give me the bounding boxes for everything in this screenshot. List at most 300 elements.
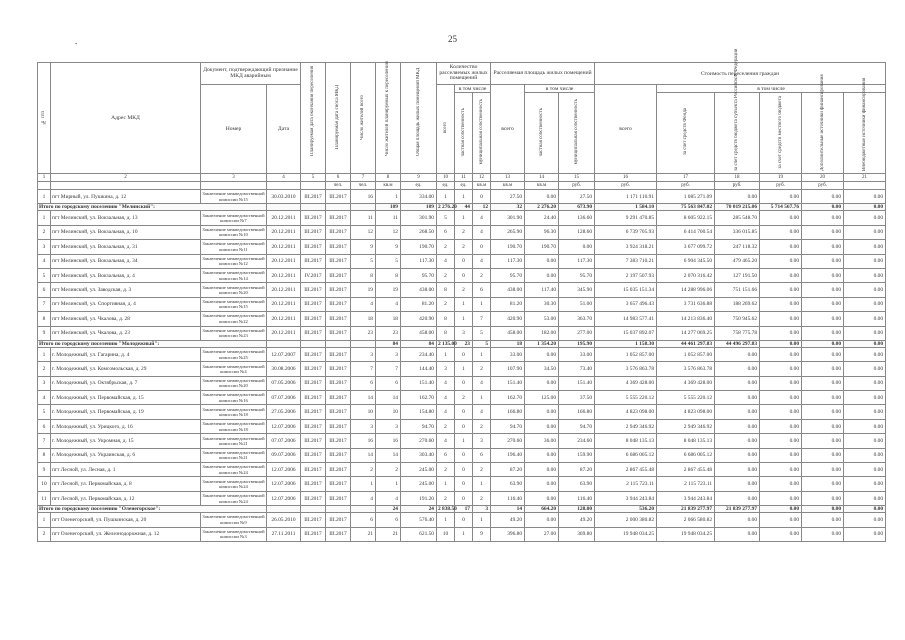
table-cell: 8 605 922.15 [657, 211, 715, 225]
address-cell: г. Молодежный, ул. Октябрьская, д. 7 [51, 376, 201, 390]
table-cell: 0.00 [760, 477, 802, 491]
address-cell: пгт Мелинский, ул. Вокзальная, д. 10 [51, 225, 201, 239]
table-cell: 0.00 [760, 448, 802, 462]
table-cell: 1 [376, 190, 401, 204]
header-rooms-all: всего [437, 85, 455, 174]
table-cell: 166.80 [559, 405, 595, 419]
table-cell: 9 [473, 527, 491, 541]
table-cell: 12.07.2006 [267, 477, 301, 491]
table-cell: 190.70 [491, 240, 525, 254]
table-cell: 1 [437, 513, 455, 527]
table-cell: III.2017 [326, 405, 351, 419]
table-cell: 27.11.2011 [267, 527, 301, 541]
table-cell: 6 [473, 448, 491, 462]
table-cell: 4 [473, 405, 491, 419]
table-cell: 0.00 [844, 434, 886, 448]
table-row [38, 448, 886, 462]
table-cell: 0.00 [715, 463, 760, 477]
table-cell: Заключение межведомственной комиссии №3 [201, 527, 267, 541]
table-cell: III.2017 [301, 240, 326, 254]
table-cell: III.2017 [326, 254, 351, 268]
row-number-cell: 5 [38, 405, 51, 419]
subtotal-cell: 664.20 [525, 506, 559, 513]
table-cell: 2 867 455.48 [657, 463, 715, 477]
table-cell: 4 369 428.00 [657, 376, 715, 390]
table-cell: 0.00 [760, 347, 802, 361]
table-cell: 2 000 380.82 [595, 513, 657, 527]
table-cell: Заключение межведомственной комиссии №23 [201, 326, 267, 340]
table-cell: 0.00 [525, 405, 559, 419]
table-cell: 5 [473, 326, 491, 340]
table-cell: 2 [455, 240, 473, 254]
table-cell: 621.50 [401, 527, 437, 541]
table-cell: 1 [376, 477, 401, 491]
table-cell: 20.12.2011 [267, 297, 301, 311]
table-cell: 49.20 [491, 513, 525, 527]
table-cell: 0.00 [525, 477, 559, 491]
table-cell: 6 904 345.50 [657, 254, 715, 268]
address-cell: пгт Мелинский, ул. Вокзальная, д. 4 [51, 268, 201, 282]
table-cell: 18 [351, 312, 376, 326]
table-cell: 303.40 [401, 448, 437, 462]
table-cell: 2 867 455.48 [595, 463, 657, 477]
table-cell: III.2017 [326, 527, 351, 541]
table-cell: III.2017 [301, 225, 326, 239]
table-cell: 4 [376, 297, 401, 311]
table-cell: 19 [376, 283, 401, 297]
header-area-municipal: муниципальная собственность [559, 93, 595, 174]
table-cell: Заключение межведомственной комиссии №12 [201, 254, 267, 268]
table-cell: Заключение межведомственной комиссии №15 [201, 297, 267, 311]
table-cell: 1 [351, 477, 376, 491]
table-cell: 5 555 220.12 [595, 391, 657, 405]
header-area-private: частная собственность [525, 93, 559, 174]
table-cell: 0.00 [844, 391, 886, 405]
column-index-cell: 2 [51, 174, 201, 182]
table-cell: 136.60 [559, 211, 595, 225]
table-cell: 30.30 [525, 297, 559, 311]
table-cell: 0.00 [760, 312, 802, 326]
table-cell: 0.00 [525, 268, 559, 282]
table-cell: III.2017 [326, 362, 351, 376]
table-cell: III.2017 [301, 513, 326, 527]
table-cell: 438.00 [491, 283, 525, 297]
table-cell: 0.00 [802, 434, 844, 448]
subtotal-cell [326, 340, 351, 347]
table-cell: 4 [437, 434, 455, 448]
table-cell: 191.20 [401, 491, 437, 505]
subtotal-cell: 2 276.20 [525, 204, 559, 211]
column-index-cell: 4 [267, 174, 301, 182]
subtotal-label: Итого по городскому поселению "Мелинский": [38, 204, 267, 211]
header-cost-region: за счет средств бюджета субъекта Российской Федерации [715, 93, 760, 174]
table-cell: 2 [376, 463, 401, 477]
address-cell: пгт Оленегорский, ул. Железнодорожная, д. 12 [51, 527, 201, 541]
table-cell: 0.00 [715, 190, 760, 204]
table-cell: 0.00 [844, 190, 886, 204]
table-cell: Заключение межведомственной комиссии №20 [201, 376, 267, 390]
table-cell: 1 [437, 477, 455, 491]
row-number-cell: 6 [38, 283, 51, 297]
table-cell: III.2017 [326, 477, 351, 491]
table-cell: 2 070 316.42 [657, 268, 715, 282]
table-cell: III.2017 [326, 347, 351, 361]
table-cell: 30.03.2010 [267, 190, 301, 204]
table-row [38, 190, 886, 204]
address-cell: г. Молодежный, ул. Первомайская, д. 19 [51, 405, 201, 419]
table-cell: 12 [351, 225, 376, 239]
subtotal-cell: 2 135.00 [438, 340, 457, 347]
table-cell: 159.90 [559, 448, 595, 462]
table-cell: 0.00 [802, 405, 844, 419]
table-cell: Заключение межведомственной комиссии №25 [201, 347, 267, 361]
header-cost-other: Внебюджетные источники финансирования [844, 93, 886, 174]
table-cell: 20.12.2011 [267, 283, 301, 297]
table-cell: 188 269.62 [715, 297, 760, 311]
unit-cell: руб. [595, 182, 657, 190]
table-cell: 7 [351, 362, 376, 376]
table-cell: 2 [473, 268, 491, 282]
table-cell: 117.30 [559, 254, 595, 268]
table-cell: 36.00 [525, 434, 559, 448]
row-number-cell: 7 [38, 434, 51, 448]
table-cell: 51.00 [559, 297, 595, 311]
table-row [38, 283, 886, 297]
table-cell: 9 [351, 240, 376, 254]
table-cell: 268.50 [401, 225, 437, 239]
page-number: 25 [448, 34, 457, 44]
table-cell: 27.50 [559, 190, 595, 204]
table-cell: 6 686 005.12 [595, 448, 657, 462]
table-cell: 0.00 [760, 254, 802, 268]
subtotal-cell: 128.00 [559, 506, 595, 513]
header-cost-fund: за счет средств Фонда [657, 93, 715, 174]
table-cell: 4 823 098.00 [595, 405, 657, 419]
subtotal-cell [301, 506, 326, 513]
table-cell: 5 [437, 211, 455, 225]
table-cell: Заключение межведомственной комиссии №22 [201, 312, 267, 326]
unit-cell [267, 182, 301, 190]
header-cost-in-that: в том числе [657, 85, 886, 93]
table-cell: 1 [473, 297, 491, 311]
table-cell: III.2017 [301, 391, 326, 405]
table-cell: 0.00 [760, 527, 802, 541]
table-cell: 0.00 [715, 513, 760, 527]
table-cell: 15 035 151.34 [595, 283, 657, 297]
table-cell: 3 [351, 419, 376, 433]
row-number-cell: 2 [38, 362, 51, 376]
table-cell: 2 [437, 463, 455, 477]
table-cell: 0.00 [844, 326, 886, 340]
table-row [38, 326, 886, 340]
subtotal-cell: 5 [473, 340, 491, 347]
table-cell: III.2017 [301, 190, 326, 204]
table-cell: 0.00 [760, 391, 802, 405]
table-cell: 128.60 [559, 225, 595, 239]
table-cell: 125.00 [525, 391, 559, 405]
table-cell: 19 948 034.25 [657, 527, 715, 541]
table-cell: 116.40 [559, 491, 595, 505]
subtotal-cell: 44 [455, 204, 473, 211]
table-row [38, 405, 886, 419]
table-cell: 151.40 [491, 376, 525, 390]
table-cell: 6 [376, 513, 401, 527]
unit-row [38, 182, 886, 190]
subtotal-cell: 24 [401, 506, 437, 513]
table-cell: 14 288 996.06 [657, 283, 715, 297]
header-address: Адрес МКД [51, 63, 201, 174]
table-cell: 1 [473, 347, 491, 361]
table-cell: 1 [455, 312, 473, 326]
table-cell: 2 066 580.82 [657, 513, 715, 527]
subtotal-cell: 44 461 297.83 [657, 340, 715, 347]
subtotal-row [38, 204, 886, 211]
table-cell: Заключение межведомственной комиссии №21 [201, 434, 267, 448]
table-cell: 363.70 [559, 312, 595, 326]
row-number-cell: 2 [38, 225, 51, 239]
table-cell: 0.00 [802, 419, 844, 433]
table-cell: III.2017 [301, 362, 326, 376]
table-cell: 0.00 [802, 477, 844, 491]
subtotal-cell: 70 019 215.06 [715, 204, 760, 211]
subtotal-cell: 75 563 847.02 [657, 204, 715, 211]
table-cell: 2 [437, 268, 455, 282]
table-cell: Заключение межведомственной комиссии №4 [201, 362, 267, 376]
subtotal-cell: 2 276.20 [438, 204, 457, 211]
table-cell: 277.00 [559, 326, 595, 340]
header-plan-finish: Планируемая дата окончания переселения [301, 63, 326, 174]
table-cell: 2 949 346.92 [595, 419, 657, 433]
table-cell: 245.00 [401, 463, 437, 477]
subtotal-cell [351, 204, 376, 211]
table-cell: 1 [473, 391, 491, 405]
header-plan-demolish: Планируемая дата сноса МКД [326, 63, 351, 174]
table-row [38, 391, 886, 405]
table-cell: III.2017 [301, 527, 326, 541]
table-cell: 2 115 723.11 [595, 477, 657, 491]
row-number-cell: 1 [38, 513, 51, 527]
table-cell: 154.80 [401, 405, 437, 419]
table-cell: 0 [455, 376, 473, 390]
table-cell: 0.00 [844, 268, 886, 282]
table-cell: 4 [437, 254, 455, 268]
table-cell: Заключение межведомственной комиссии №24 [201, 477, 267, 491]
row-number-cell: 1 [38, 211, 51, 225]
table-cell: 21 [351, 527, 376, 541]
table-cell: 0.00 [715, 362, 760, 376]
table-cell: 10 [437, 527, 455, 541]
table-cell: III.2017 [326, 463, 351, 477]
table-cell: 0.00 [844, 376, 886, 390]
table-cell: 285 548.70 [715, 211, 760, 225]
table-cell: III.2017 [301, 211, 326, 225]
table-cell: 63.90 [559, 477, 595, 491]
table-cell: 0.00 [844, 283, 886, 297]
unit-cell: ед. [455, 182, 473, 190]
address-cell: г. Молодежный, ул. Урицкого, д. 16 [51, 419, 201, 433]
address-cell: пгт Мелинский, ул. Чкалова, д. 28 [51, 312, 201, 326]
table-cell: 0.00 [715, 391, 760, 405]
table-cell: 0.00 [844, 225, 886, 239]
table-cell: 0.00 [844, 405, 886, 419]
column-index-cell: 11 [455, 174, 473, 182]
table-cell: 0.00 [525, 347, 559, 361]
table-cell: III.2017 [301, 283, 326, 297]
table-cell: 0.00 [760, 463, 802, 477]
table-cell: 336 015.85 [715, 225, 760, 239]
column-index-cell: 9 [401, 174, 437, 182]
table-cell: 0.00 [802, 326, 844, 340]
table-cell: 53.00 [525, 312, 559, 326]
subtotal-cell: 17 [455, 506, 473, 513]
table-cell: 27.00 [525, 527, 559, 541]
table-cell: 14 [376, 448, 401, 462]
unit-cell: кв.м [491, 182, 525, 190]
table-cell: 4 [437, 376, 455, 390]
table-cell: 8 048 135.13 [595, 434, 657, 448]
table-cell: 21 [376, 527, 401, 541]
table-cell: 8 [376, 268, 401, 282]
table-cell: 369.80 [559, 527, 595, 541]
table-cell: 0.00 [844, 513, 886, 527]
table-cell: 4 [473, 376, 491, 390]
table-cell: 196.40 [491, 448, 525, 462]
table-cell: 4 [376, 491, 401, 505]
table-cell: 4 369 428.00 [595, 376, 657, 390]
table-cell: 3 576 863.78 [657, 362, 715, 376]
column-index-cell: 6 [326, 174, 351, 182]
table-cell: III.2017 [326, 513, 351, 527]
header-area-group: Расселяемая площадь жилых помещений [491, 63, 595, 85]
table-cell: 1 052 857.00 [657, 347, 715, 361]
table-cell: 20.12.2011 [267, 225, 301, 239]
table-cell: 2 [473, 491, 491, 505]
table-cell: III.2017 [301, 448, 326, 462]
table-cell: 94.70 [401, 419, 437, 433]
table-row [38, 268, 886, 282]
column-index-cell: 10 [437, 174, 455, 182]
table-cell: 3 [473, 434, 491, 448]
table-cell: 87.20 [491, 463, 525, 477]
column-index-cell: 14 [525, 174, 559, 182]
table-cell: III.2017 [326, 240, 351, 254]
table-cell: 3 [376, 419, 401, 433]
table-cell: 8 [351, 268, 376, 282]
table-cell: III.2017 [326, 434, 351, 448]
table-row [38, 527, 886, 541]
table-cell: 0 [473, 190, 491, 204]
table-cell: 0.00 [715, 491, 760, 505]
table-cell: 4 [437, 405, 455, 419]
table-cell: 0.00 [802, 376, 844, 390]
table-cell: 94.70 [559, 419, 595, 433]
subtotal-cell: 21 839 277.97 [715, 506, 760, 513]
row-number-cell: 4 [38, 391, 51, 405]
table-cell: 0.00 [844, 491, 886, 505]
row-number-cell: 7 [38, 297, 51, 311]
table-cell: 265.90 [491, 225, 525, 239]
table-cell: 24.40 [525, 211, 559, 225]
table-cell: 270.60 [491, 434, 525, 448]
unit-cell: руб. [657, 182, 715, 190]
table-cell: 0 [455, 268, 473, 282]
table-cell: 0 [455, 491, 473, 505]
table-cell: III.2017 [326, 448, 351, 462]
table-cell: 12.07.2006 [267, 491, 301, 505]
table-cell: 0.00 [802, 491, 844, 505]
table-cell: III.2017 [301, 491, 326, 505]
table-cell: 0.00 [844, 448, 886, 462]
address-cell: пгт Мелинский, ул. Спортивная, д. 4 [51, 297, 201, 311]
row-number-cell: 8 [38, 448, 51, 462]
table-cell: 0.00 [844, 527, 886, 541]
table-cell: 7 [473, 312, 491, 326]
table-cell: 0.00 [802, 347, 844, 361]
table-cell: 0.00 [760, 405, 802, 419]
row-number-cell: 2 [38, 527, 51, 541]
table-cell: 3 [437, 362, 455, 376]
subtotal-cell [301, 204, 326, 211]
table-cell: 0.00 [802, 190, 844, 204]
table-cell: 0.00 [760, 268, 802, 282]
table-cell: Заключение межведомственной комиссии №10 [201, 225, 267, 239]
table-cell: 0.00 [844, 254, 886, 268]
table-cell: 14 [376, 391, 401, 405]
table-cell: 334.00 [401, 190, 437, 204]
address-cell: пгт Мелинский, ул. Заводская, д. 3 [51, 283, 201, 297]
table-cell: 0.00 [802, 211, 844, 225]
unit-cell: руб. [802, 182, 844, 190]
table-cell: Заключение межведомственной комиссии №16 [201, 391, 267, 405]
table-cell: 2 [473, 362, 491, 376]
header-rooms-in-that: в том числе [455, 85, 491, 93]
subtotal-cell: 0.00 [844, 506, 886, 513]
table-cell: 96.30 [525, 225, 559, 239]
table-cell: 0.00 [715, 376, 760, 390]
address-cell: г. Молодежный, ул. Гагарина, д. 4 [51, 347, 201, 361]
table-cell: 0 [473, 240, 491, 254]
address-cell: пгт Лесной, ул. Лесная, д. 1 [51, 463, 201, 477]
address-cell: пгт Лесной, ул. Первомайская, д. 12 [51, 491, 201, 505]
column-index-cell: 3 [201, 174, 267, 182]
table-row [38, 434, 886, 448]
table-cell: III.2017 [301, 376, 326, 390]
table-cell: 0.00 [802, 463, 844, 477]
header-cost-group: Стоимость переселения граждан [595, 63, 886, 85]
table-cell: III.2017 [301, 405, 326, 419]
header-rooms-group: Количество расселяемых жилых помещений [437, 63, 491, 85]
table-cell: III.2017 [301, 254, 326, 268]
table-cell: 151.40 [401, 376, 437, 390]
subtotal-cell: 5 714 567.76 [760, 204, 802, 211]
address-cell: г. Молодежный, ул. Первомайская, д. 15 [51, 391, 201, 405]
table-cell: 10 [351, 405, 376, 419]
table-cell: 2 [437, 419, 455, 433]
table-cell: 0.00 [525, 419, 559, 433]
table-cell: 0.00 [559, 240, 595, 254]
table-cell: 14 [351, 448, 376, 462]
table-cell: 0.00 [715, 448, 760, 462]
table-cell: 20.12.2011 [267, 326, 301, 340]
table-cell: 0 [455, 405, 473, 419]
subtotal-cell: 24 [376, 506, 401, 513]
table-row [38, 240, 886, 254]
table-cell: III.2017 [326, 491, 351, 505]
subtotal-cell: 21 839 277.97 [657, 506, 715, 513]
subtotal-cell [267, 204, 301, 211]
table-cell: 0.00 [844, 240, 886, 254]
table-cell: 0.00 [760, 297, 802, 311]
